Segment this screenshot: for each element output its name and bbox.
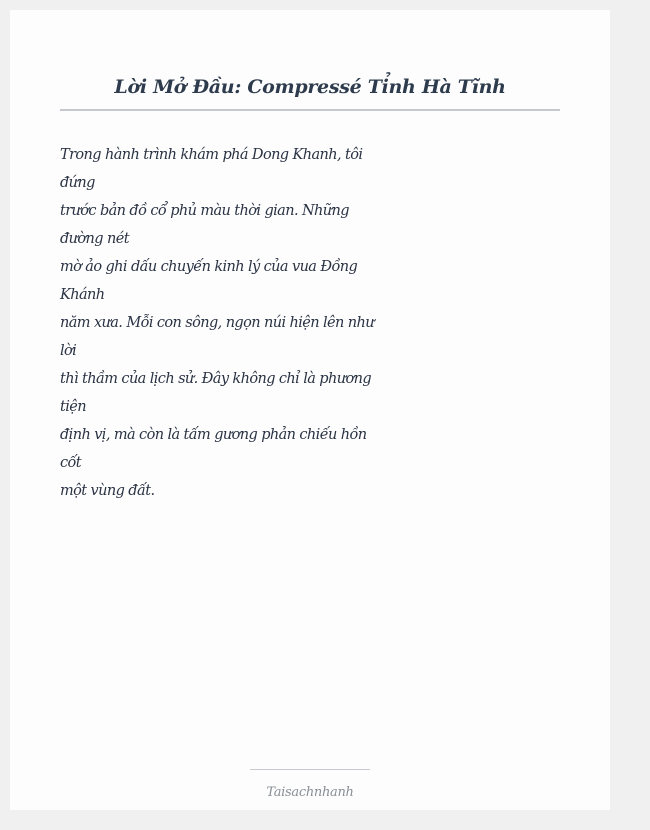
paragraph-line: thì thầm của lịch sử. Đây không chỉ là phương (60, 371, 372, 387)
paragraph-line: đường nét (60, 231, 129, 247)
paragraph-line: lời (60, 343, 77, 359)
paragraph-line: Khánh (60, 287, 105, 303)
paragraph-line: đứng (60, 175, 95, 191)
paragraph-line: một vùng đất. (60, 483, 155, 499)
paragraph-line: Trong hành trình khám phá Dong Khanh, tôi (60, 147, 363, 163)
title-divider (60, 109, 560, 111)
paragraph-line: tiện (60, 399, 86, 415)
page-title: Lời Mở Đầu: Compressé Tỉnh Hà Tĩnh (114, 76, 506, 98)
paragraph-line: trước bản đồ cổ phủ màu thời gian. Những (60, 203, 349, 219)
footer-divider (250, 769, 370, 770)
intro-paragraph (60, 141, 375, 505)
paragraph-line: năm xưa. Mỗi con sông, ngọn núi hiện lên như (60, 315, 375, 331)
footer-site-name: Taisachnhanh (266, 785, 354, 800)
paragraph-line: cốt (60, 455, 82, 471)
document-page (10, 10, 610, 810)
paragraph-line: định vị, mà còn là tấm gương phản chiếu hồn (60, 427, 367, 443)
paragraph-line: mờ ảo ghi dấu chuyến kinh lý của vua Đồng (60, 259, 358, 275)
